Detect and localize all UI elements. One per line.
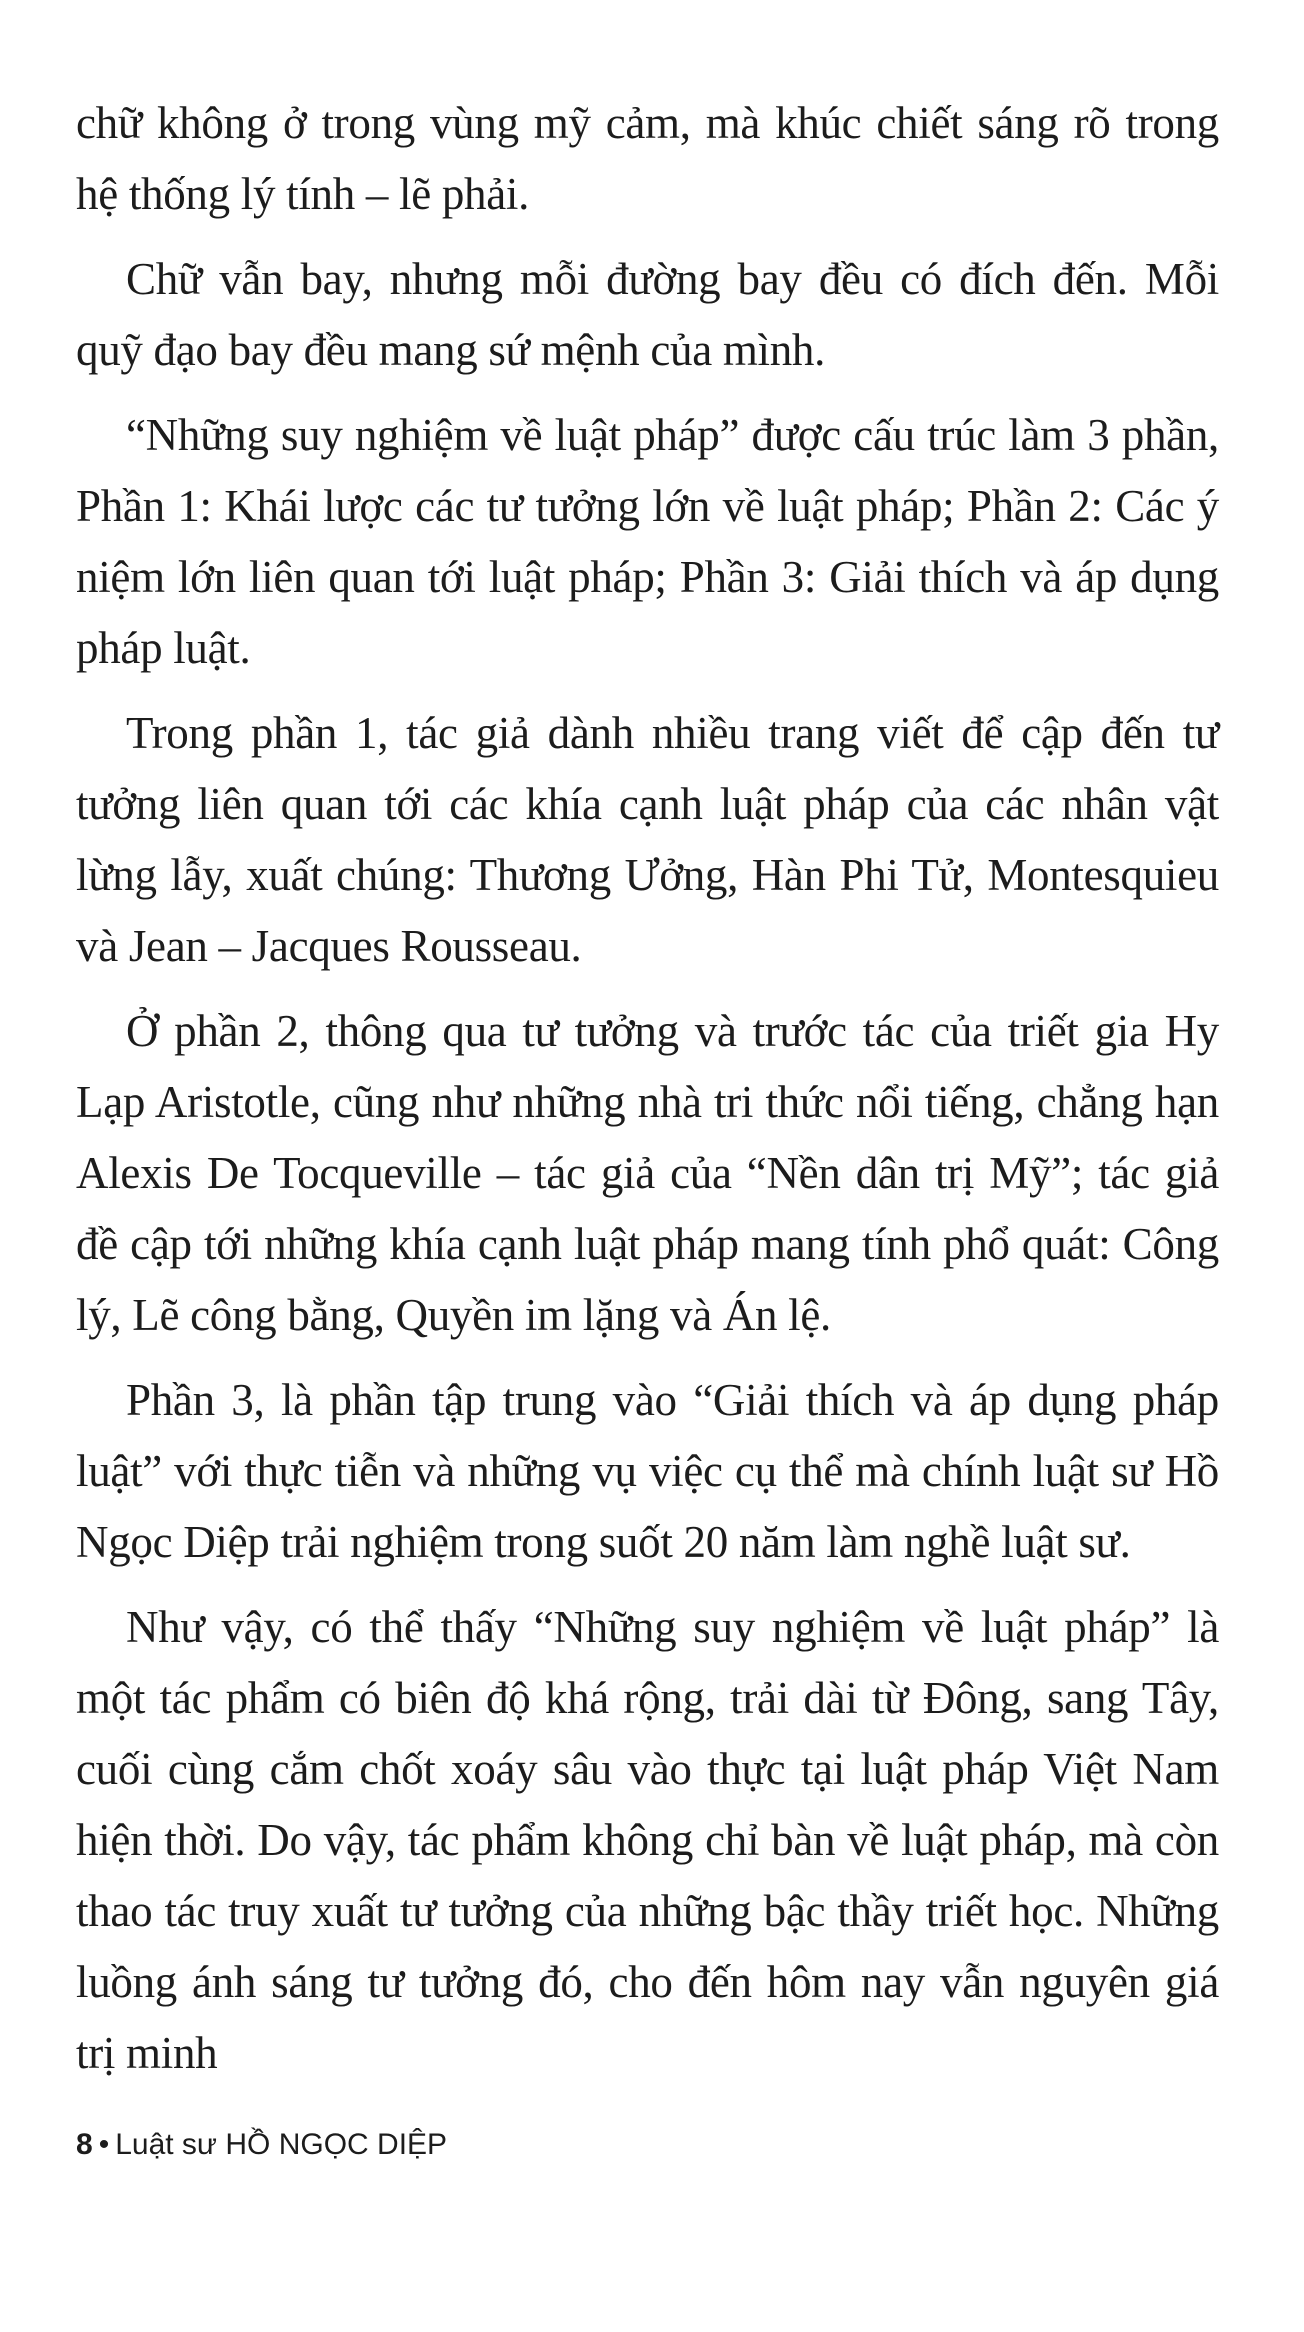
footer-author-name: HỒ NGỌC DIỆP — [225, 2128, 448, 2161]
paragraph-continuation: chữ không ở trong vùng mỹ cảm, mà khúc chiết sáng rõ trong hệ thống lý tính – lẽ phải. — [76, 98, 1219, 219]
footer-separator: • — [98, 2128, 110, 2161]
paragraph: “Những suy nghiệm về luật pháp” được cấu trúc làm 3 phần, Phần 1: Khái lược các tư tưởng lớn về luật pháp; Phần 2: Các ý niệm lớn liên quan tới luật pháp; Phần 3: Giải thích và áp dụng pháp luật. — [76, 410, 1219, 673]
paragraph: Ở phần 2, thông qua tư tưởng và trước tác của triết gia Hy Lạp Aristotle, cũng như những nhà tri thức nổi tiếng, chẳng hạn Alexis De Tocqueville – tác giả của “Nền dân trị Mỹ”; tác giả đề cập tới những khía cạnh luật pháp mang tính phổ quát: Công lý, Lẽ công bằng, Quyền im lặng và Án lệ. — [76, 1006, 1219, 1340]
running-footer — [76, 2128, 447, 2162]
paragraph: Trong phần 1, tác giả dành nhiều trang viết để cập đến tư tưởng liên quan tới các khía cạnh luật pháp của các nhân vật lừng lẫy, xuất chúng: Thương Ưởng, Hàn Phi Tử, Montesquieu và Jean – Jacques Rousseau. — [76, 708, 1219, 971]
footer-author-prefix: Luật sư — [115, 2128, 218, 2161]
paragraph: Phần 3, là phần tập trung vào “Giải thích và áp dụng pháp luật” với thực tiễn và những vụ việc cụ thể mà chính luật sư Hồ Ngọc Diệp trải nghiệm trong suốt 20 năm làm nghề luật sư. — [76, 1375, 1219, 1567]
paragraph: Như vậy, có thể thấy “Những suy nghiệm về luật pháp” là một tác phẩm có biên độ khá rộng, trải dài từ Đông, sang Tây, cuối cùng cắm chốt xoáy sâu vào thực tại luật pháp Việt Nam hiện thời. Do vậy, tác phẩm không chỉ bàn về luật pháp, mà còn thao tác truy xuất tư tưởng của những bậc thầy triết học. Những luồng ánh sáng tư tưởng đó, cho đến hôm nay vẫn nguyên giá trị minh — [76, 1602, 1219, 2078]
page-number: 8 — [76, 2128, 93, 2161]
paragraph: Chữ vẫn bay, nhưng mỗi đường bay đều có đích đến. Mỗi quỹ đạo bay đều mang sứ mệnh của mình. — [76, 254, 1219, 375]
body-text — [76, 88, 1219, 2103]
